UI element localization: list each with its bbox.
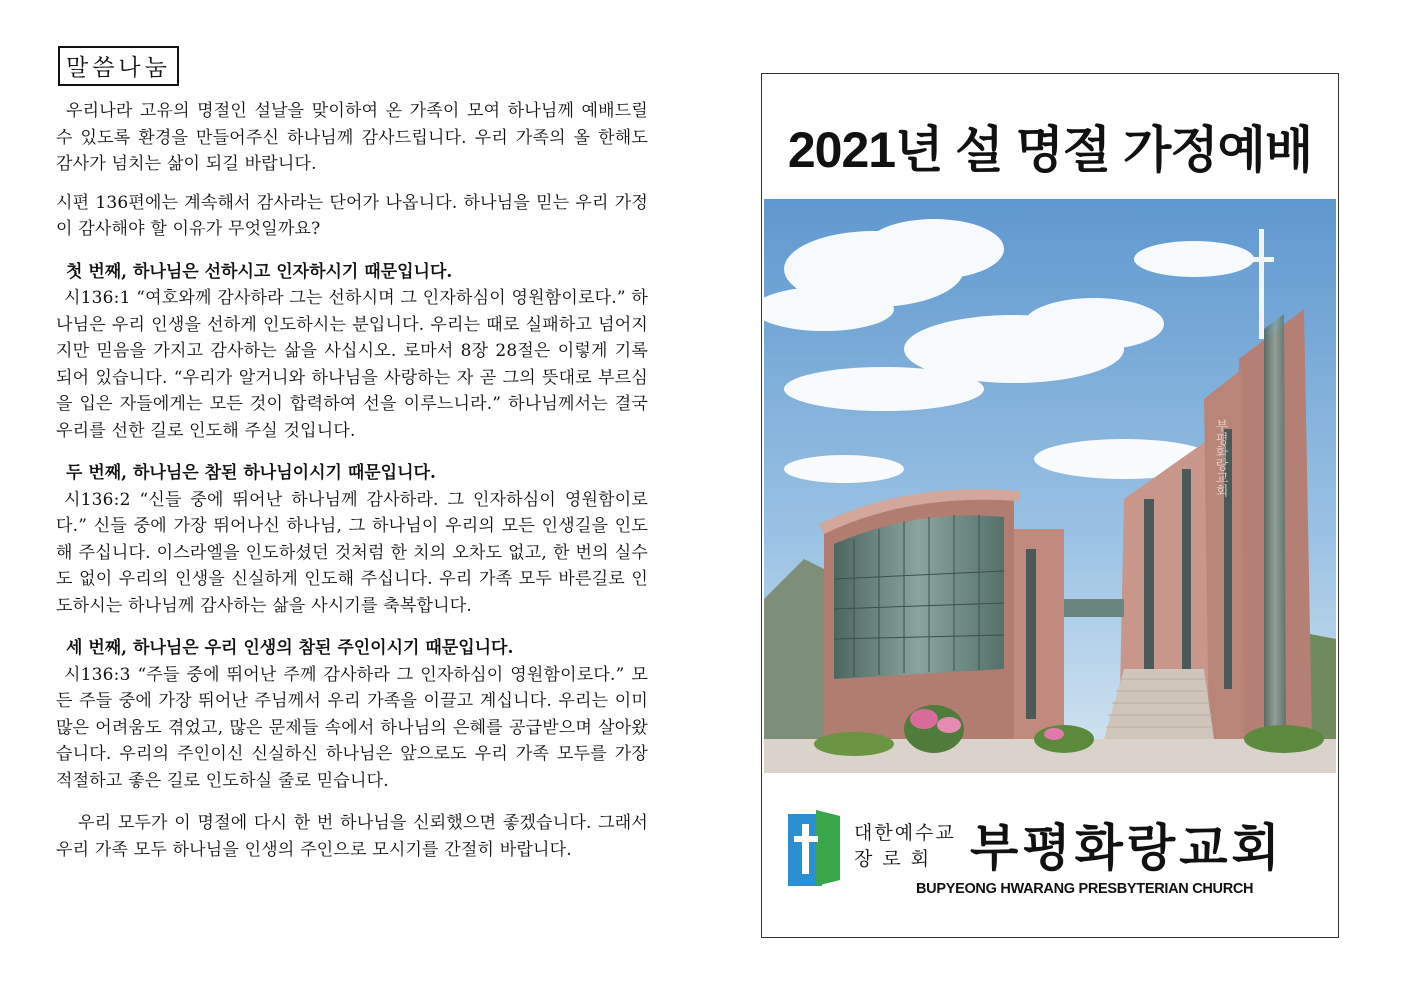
point-1-heading: 첫 번째, 하나님은 선하시고 인자하시기 때문입니다. bbox=[66, 261, 453, 282]
church-logo-area bbox=[762, 774, 1338, 934]
point-3-heading: 세 번째, 하나님은 우리 인생의 참된 주인이시기 때문입니다. bbox=[66, 638, 514, 658]
denomination-text bbox=[854, 820, 956, 872]
denomination-line-1: 대한예수교 bbox=[854, 822, 956, 844]
denomination-line-2: 장 로 회 bbox=[854, 848, 932, 870]
point-1-body: 시136:1 “여호와께 감사하라 그는 선하시며 그 인자하심이 영원함이로다.” 하나님은 우리 인생을 선하게 인도하시는 분입니다. 우리는 때로 실패하고 넘어지지만 믿음을 가지고 감사하는 삶을 사십시오. 로마서 8장 28절은 이렇게 기록되어 있습니다. “우리가 알거니와 하나님을 사랑하는 자 곧 그의 뜻대로 부르심을 입은 자들에게는 모든 것이 합력하여 선을 이루느니라.” 하나님께서는 결국 우리를 선한 길로 인도해 주실 것입니다. bbox=[56, 288, 648, 441]
sermon-page bbox=[56, 46, 648, 863]
closing-paragraph: 우리 모두가 이 명절에 다시 한 번 하나님을 신뢰했으면 좋겠습니다. 그래서 우리 가족 모두 하나님을 인생의 주인으로 모시기를 간절히 바랍니다. bbox=[56, 813, 648, 860]
church-name-ko: 부평화랑교회 bbox=[970, 819, 1284, 877]
point-3-body: 시136:3 “주들 중에 뛰어난 주께 감사하라 그 인자하심이 영원함이로다.” 모든 주들 중에 가장 뛰어난 주님께서 우리 가족을 이끌고 계십니다. 우리는 이미 많은 어려움도 겪었고, 많은 문제들 속에서 하나님의 은혜를 공급받으며 살아왔습니다. 우리의 주인이신 신실하신 하나님은 앞으로도 우리 가족 모두를 가장 적절하고 좋은 길로 인도하실 줄로 믿습니다. bbox=[56, 664, 648, 791]
building-sign: 부평화랑교회 bbox=[1212, 419, 1228, 497]
point-2-heading: 두 번째, 하나님은 참된 하나님이시기 때문입니다. bbox=[66, 463, 436, 483]
cover-title: 2021년 설 명절 가정예배 bbox=[787, 122, 1313, 178]
point-2-body: 시136:2 “신들 중에 뛰어난 하나님께 감사하라. 그 인자하심이 영원함이로다.” 신들 중에 가장 뛰어나신 하나님, 그 하나님이 우리의 모든 인생길을 인도해 주십니다. 이스라엘을 인도하셨던 것처럼 한 치의 오차도 없고, 한 번의 실수도 없이 우리의 인생을 신실하게 인도해 주십니다. 우리 가족 모두 바른길로 인도하시는 하나님께 감사하는 삶을 사시기를 축복합니다. bbox=[56, 489, 648, 616]
church-building-photo bbox=[764, 199, 1336, 773]
intro-paragraph-2: 시편 136편에는 계속해서 감사라는 단어가 나옵니다. 하나님을 믿는 우리 가정이 감사해야 할 이유가 무엇일까요? bbox=[56, 192, 648, 239]
church-name-en: BUPYEONG HWARANG PRESBYTERIAN CHURCH bbox=[916, 881, 1254, 897]
cover-page bbox=[761, 73, 1339, 938]
section-title: 말씀나눔 bbox=[58, 46, 179, 86]
intro-paragraph-1: 우리나라 고유의 명절인 설날을 맞이하여 온 가족이 모여 하나님께 예배드릴 수 있도록 환경을 만들어주신 하나님께 감사드립니다. 우리 가족의 올 한해도 감사가 넘치는 삶이 되길 바랍니다. bbox=[56, 101, 648, 174]
cross-logo-icon bbox=[788, 810, 840, 886]
